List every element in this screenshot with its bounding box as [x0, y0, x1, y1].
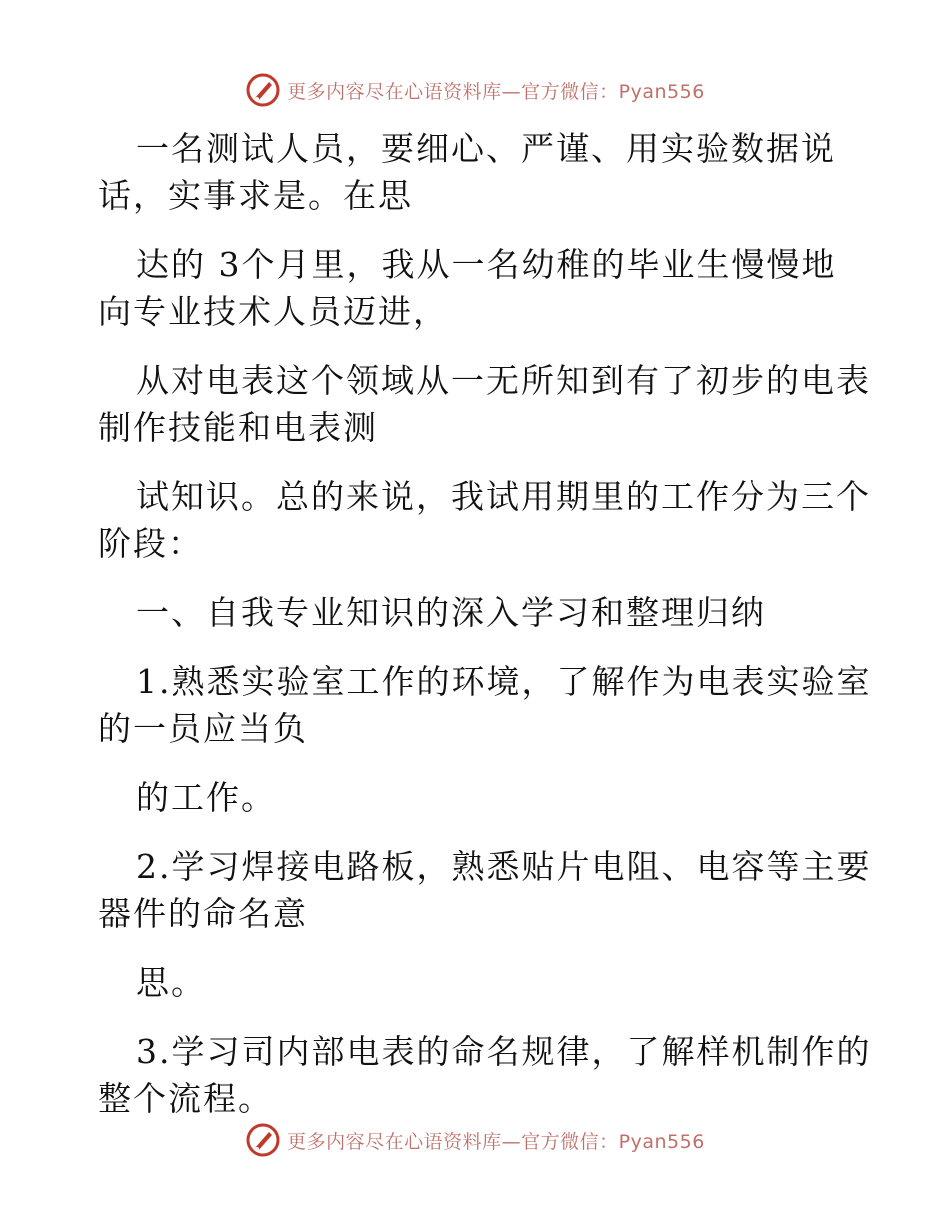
- footer-banner: [0, 1120, 950, 1160]
- list-item-line: 思。: [136, 963, 206, 1002]
- document-body: [98, 125, 872, 1122]
- paragraph-line: 一名测试人员，要细心、严谨、用实验数据说: [136, 129, 836, 168]
- list-item-line: 的一员应当负: [98, 709, 308, 748]
- paragraph-line: 制作技能和电表测: [98, 408, 378, 447]
- list-item-line: 器件的命名意: [98, 894, 308, 933]
- paragraph-line: 达的 3个月里，我从一名幼稚的毕业生慢慢地: [136, 245, 837, 284]
- header-banner: [0, 70, 950, 110]
- list-item-line: 1.熟悉实验室工作的环境，了解作为电表实验室: [136, 662, 872, 701]
- paragraph-line: 话，实事求是。在思: [98, 176, 413, 215]
- paragraph-line: 从对电表这个领域从一无所知到有了初步的电表: [136, 361, 871, 400]
- section-heading: 一、自我专业知识的深入学习和整理归纳: [136, 593, 766, 632]
- pen-logo-icon: [245, 72, 281, 108]
- pen-logo-icon: [245, 1122, 281, 1158]
- header-banner-text: 更多内容尽在心语资料库—官方微信：Pyan556: [287, 80, 705, 103]
- footer-banner-text: 更多内容尽在心语资料库—官方微信：Pyan556: [287, 1130, 705, 1153]
- paragraph-line: 试知识。总的来说，我试用期里的工作分为三个: [136, 477, 871, 516]
- paragraph-line: 阶段：: [98, 524, 203, 563]
- paragraph-line: 向专业技术人员迈进，: [98, 292, 448, 331]
- list-item-line: 的工作。: [136, 778, 276, 817]
- list-item-line: 2.学习焊接电路板，熟悉贴片电阻、电容等主要: [136, 847, 872, 886]
- list-item-line: 整个流程。: [98, 1079, 273, 1118]
- list-item-line: 3.学习司内部电表的命名规律，了解样机制作的: [136, 1032, 872, 1071]
